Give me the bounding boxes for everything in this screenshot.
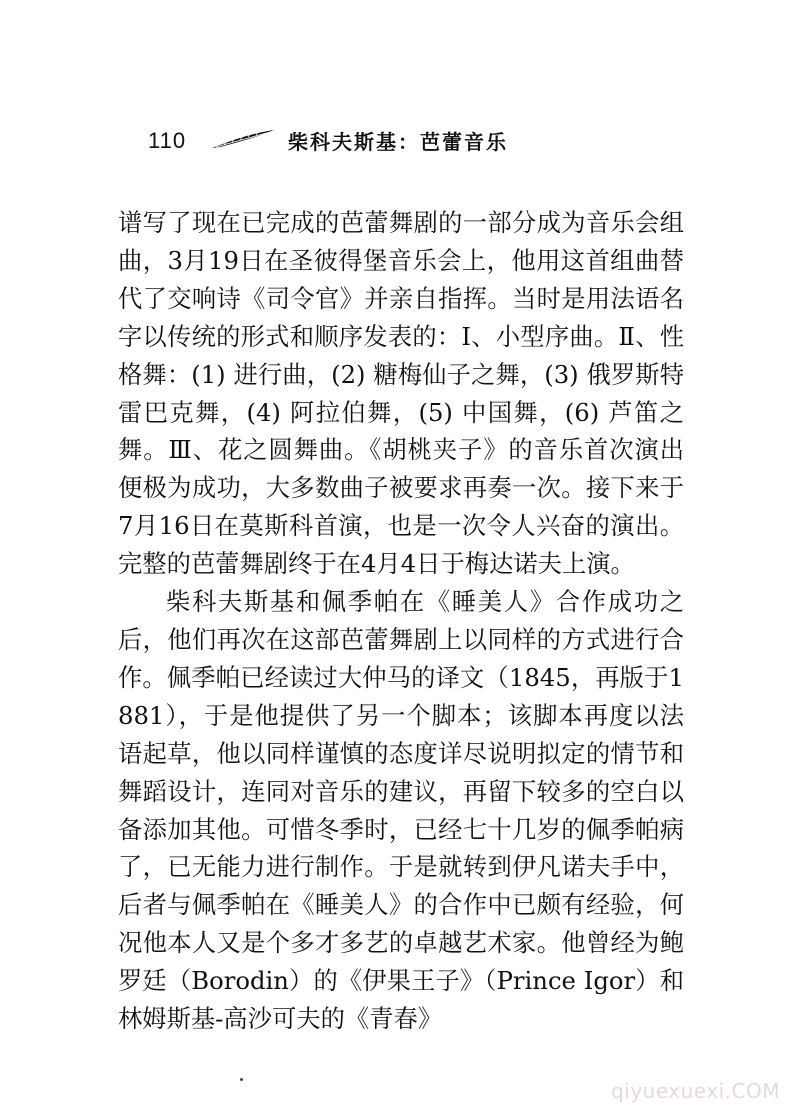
body-text: [118, 204, 684, 1038]
paragraph: 柴科夫斯基和佩季帕在《睡美人》合作成功之后，他们再次在这部芭蕾舞剧上以同样的方式进行合作。佩季帕已经读过大仲马的译文（1845，再版于1881），于是他提供了另一个脚本；该脚本再度以法语起草，他以同样谨慎的态度详尽说明拟定的情节和舞蹈设计，连同对音乐的建议，再留下较多的空白以备添加其他。可惜冬季时，已经七十几岁的佩季帕病了，已无能力进行制作。于是就转到伊凡诺夫手中，后者与佩季帕在《睡美人》的合作中已颇有经验，何况他本人又是个多才多艺的卓越艺术家。他曾经为鲍罗廷（Borodin）的《伊果王子》（Prince Igor）和林姆斯基-高沙可夫的《青春》: [118, 587, 684, 1034]
quill-icon: [210, 128, 276, 154]
running-title: 柴科夫斯基：芭蕾音乐: [288, 130, 508, 154]
page-number: 110: [148, 128, 187, 153]
paragraph: 谱写了现在已完成的芭蕾舞剧的一部分成为音乐会组曲，3月19日在圣彼得堡音乐会上，他用这首组曲替代了交响诗《司令官》并亲自指挥。当时是用法语名字以传统的形式和顺序发表的：Ⅰ、小型序曲。Ⅱ、性格舞：(1) 进行曲，(2) 糖梅仙子之舞，(3) 俄罗斯特雷巴克舞，(4) 阿拉伯舞，(5) 中国舞，(6) 芦笛之舞。Ⅲ、花之圆舞曲。《胡桃夹子》的音乐首次演出便极为成功，大多数曲子被要求再奏一次。接下来于7月16日在莫斯科首演，也是一次令人兴奋的演出。完整的芭蕾舞剧终于在4月4日于梅达诺夫上演。: [118, 208, 684, 579]
page-header: [148, 118, 668, 158]
watermark: qiyuexuexi.COM: [611, 1079, 780, 1103]
page-speck: [240, 1078, 243, 1081]
